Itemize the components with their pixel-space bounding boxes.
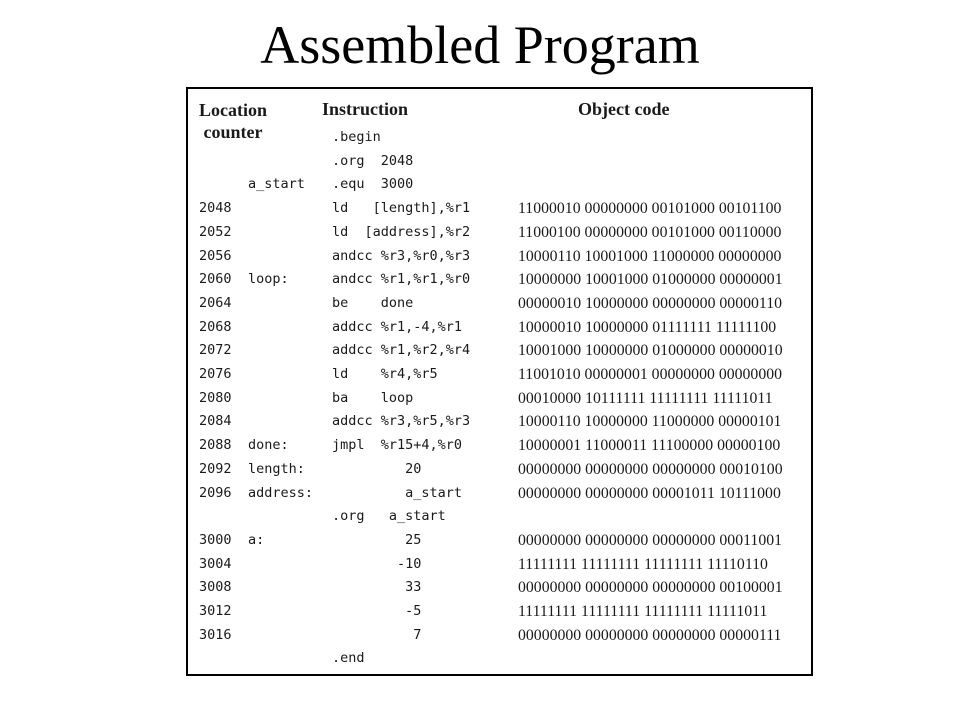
object-code-cell: 00000000 00000000 00000000 00100001 xyxy=(518,579,783,597)
object-code-cell: 11000010 00000000 00101000 00101100 xyxy=(518,200,782,218)
object-code-cell: 10001000 10000000 01000000 00000010 xyxy=(518,342,783,360)
instruction-cell: 33 xyxy=(332,579,422,596)
listing-row xyxy=(188,150,811,173)
location-cell: 3000 xyxy=(199,531,232,548)
instruction-cell: -5 xyxy=(332,603,422,619)
slide-title: Assembled Program xyxy=(260,15,700,75)
object-code-cell: 00000000 00000000 00000000 00010100 xyxy=(518,460,783,478)
instruction-cell: .org a_start xyxy=(332,508,446,525)
listing-row xyxy=(188,482,811,505)
object-code-cell: 11111111 11111111 11111111 11110110 xyxy=(518,555,768,573)
location-cell: 2080 xyxy=(199,389,232,406)
label-cell: address: xyxy=(248,484,314,501)
listing-row xyxy=(188,268,811,291)
object-code-cell: 10000010 10000000 01111111 11111100 xyxy=(518,318,777,336)
listing-row xyxy=(188,221,811,244)
listing-row xyxy=(188,292,811,315)
location-cell: 3012 xyxy=(199,603,232,619)
location-cell: 2092 xyxy=(199,460,232,477)
instruction-cell: addcc %r1,-4,%r1 xyxy=(332,318,463,335)
listing-row xyxy=(188,339,811,362)
instruction-cell: addcc %r1,%r2,%r4 xyxy=(332,342,471,359)
location-cell: 2048 xyxy=(199,200,232,217)
instruction-cell: .org 2048 xyxy=(332,152,414,169)
listing-row xyxy=(188,245,811,268)
label-cell: length: xyxy=(248,460,305,477)
object-code-cell: 11001010 00000001 00000000 00000000 xyxy=(518,366,783,383)
location-cell: 2096 xyxy=(199,484,232,501)
object-code-cell: 00010000 10111111 11111111 11111011 xyxy=(518,389,773,407)
object-code-cell: 11000100 00000000 00101000 00110000 xyxy=(518,223,782,241)
listing-row xyxy=(188,363,811,386)
location-cell: 3008 xyxy=(199,579,232,596)
listing-row xyxy=(188,624,811,647)
instruction-cell: .equ 3000 xyxy=(332,176,414,193)
listing-row xyxy=(188,505,811,528)
instruction-cell: jmpl %r15+4,%r0 xyxy=(332,437,463,454)
object-code-cell: 11111111 11111111 11111111 11111011 xyxy=(518,603,768,620)
instruction-cell: .end xyxy=(332,650,365,667)
header-location-counter: Location counter xyxy=(199,100,268,142)
location-cell: 2064 xyxy=(199,294,232,311)
instruction-cell: andcc %r1,%r1,%r0 xyxy=(332,271,471,288)
object-code-cell: 10000000 10001000 01000000 00000001 xyxy=(518,271,783,289)
instruction-cell: 25 xyxy=(332,531,422,548)
location-cell: 2072 xyxy=(199,342,232,359)
object-code-cell: 00000010 10000000 00000000 00000110 xyxy=(518,294,783,312)
object-code-cell: 10000110 10001000 11000000 00000000 xyxy=(518,247,782,265)
label-cell: done: xyxy=(248,437,289,454)
label-cell: a_start xyxy=(248,176,305,193)
object-code-cell: 00000000 00000000 00000000 00011001 xyxy=(518,531,783,549)
label-cell: a: xyxy=(248,531,265,548)
assembly-listing xyxy=(186,87,813,676)
location-cell: 3004 xyxy=(199,555,232,572)
instruction-cell: 7 xyxy=(332,626,422,643)
listing-row xyxy=(188,553,811,576)
instruction-cell: ld [address],%r2 xyxy=(332,223,471,240)
listing-row xyxy=(188,647,811,670)
object-code-cell: 10000110 10000000 11000000 00000101 xyxy=(518,413,782,431)
instruction-cell: a_start xyxy=(332,484,463,501)
label-cell: loop: xyxy=(248,271,289,288)
listing-row xyxy=(188,434,811,457)
location-cell: 2060 xyxy=(199,271,232,288)
instruction-cell: ld [length],%r1 xyxy=(332,200,471,217)
object-code-cell: 10000001 11000011 11100000 00000100 xyxy=(518,437,781,455)
object-code-cell: 00000000 00000000 00001011 10111000 xyxy=(518,484,781,502)
listing-row xyxy=(188,126,811,149)
instruction-cell: ld %r4,%r5 xyxy=(332,366,438,382)
listing-row xyxy=(188,600,811,623)
listing-row xyxy=(188,316,811,339)
instruction-cell: 20 xyxy=(332,460,422,477)
location-cell: 2084 xyxy=(199,413,232,430)
instruction-cell: -10 xyxy=(332,555,422,572)
instruction-cell: addcc %r3,%r5,%r3 xyxy=(332,413,471,430)
listing-row xyxy=(188,410,811,433)
location-cell: 2068 xyxy=(199,318,232,335)
location-cell: 2056 xyxy=(199,247,232,264)
object-code-cell: 00000000 00000000 00000000 00000111 xyxy=(518,626,782,644)
listing-row xyxy=(188,529,811,552)
instruction-cell: ba loop xyxy=(332,389,414,406)
header-object-code: Object code xyxy=(578,99,670,119)
instruction-cell: andcc %r3,%r0,%r3 xyxy=(332,247,471,264)
location-cell: 2076 xyxy=(199,366,232,382)
header-instruction: Instruction xyxy=(322,99,409,119)
listing-row xyxy=(188,458,811,481)
location-cell: 3016 xyxy=(199,626,232,643)
instruction-cell: be done xyxy=(332,294,414,311)
listing-row xyxy=(188,173,811,196)
listing-row xyxy=(188,387,811,410)
listing-row xyxy=(188,576,811,599)
instruction-cell: .begin xyxy=(332,129,381,145)
location-cell: 2052 xyxy=(199,223,232,240)
listing-row xyxy=(188,197,811,220)
location-cell: 2088 xyxy=(199,437,232,454)
